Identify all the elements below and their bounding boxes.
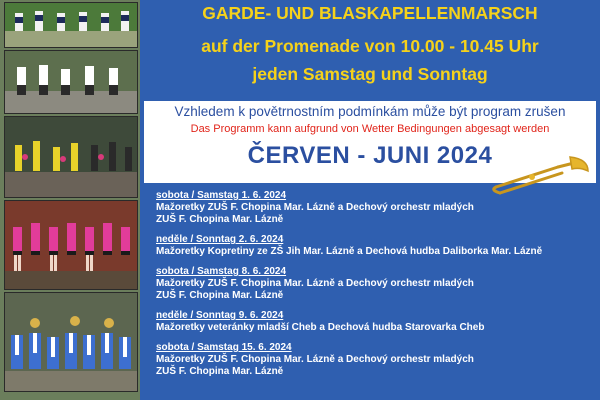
photo-majorettes-pink [4,200,138,290]
photo-majorettes-garden [4,2,138,48]
event-date: sobota / Samstag 15. 6. 2024 [156,342,292,353]
poster-title: GARDE- UND BLASKAPELLENMARSCH [202,3,538,23]
event-item [156,266,596,302]
photo-strip [0,0,140,400]
event-item [156,190,596,226]
event-schedule [156,190,596,386]
event-performers: Mažoretky ZUŠ F. Chopina Mar. Lázně a Dechový orchestr mladých [156,354,474,365]
event-performers-cont: ZUŠ F. Chopina Mar. Lázně [156,214,284,225]
event-performers: Mažoretky Kopretiny ze ZŠ Jih Mar. Lázně a Dechová hudba Daliborka Mar. Lázně [156,246,543,257]
photo-parade-colorful [4,116,138,198]
event-performers-cont: ZUŠ F. Chopina Mar. Lázně [156,290,284,301]
photo-band-marching-street [4,50,138,114]
notice-german: Das Programm kann aufgrund von Wetter Bedingungen abgesagt werden [190,123,550,135]
event-date: neděle / Sonntag 2. 6. 2024 [156,234,284,245]
event-item [156,342,596,378]
poster-subtitle-time: auf der Promenade von 10.00 - 10.45 Uhr [201,36,539,56]
event-item [156,310,596,334]
notice-box [144,101,596,183]
event-date: sobota / Samstag 1. 6. 2024 [156,190,287,201]
event-item [156,234,596,258]
poster-subtitle-days: jeden Samstag und Sonntag [252,64,488,84]
event-performers: Mažoretky ZUŠ F. Chopina Mar. Lázně a Dechový orchestr mladých [156,278,474,289]
month-heading: ČERVEN - JUNI 2024 [247,142,493,169]
event-date: neděle / Sonntag 9. 6. 2024 [156,310,284,321]
notice-czech: Vzhledem k povětrnostním podmínkám může být program zrušen [174,104,566,119]
event-performers: Mažoretky veteránky mladší Cheb a Dechová hudba Starovarka Cheb [156,322,485,333]
poster-content [140,0,600,400]
photo-brass-band-blue [4,292,138,392]
event-performers: Mažoretky ZUŠ F. Chopina Mar. Lázně a Dechový orchestr mladých [156,202,474,213]
event-date: sobota / Samstag 8. 6. 2024 [156,266,287,277]
event-performers-cont: ZUŠ F. Chopina Mar. Lázně [156,366,284,377]
